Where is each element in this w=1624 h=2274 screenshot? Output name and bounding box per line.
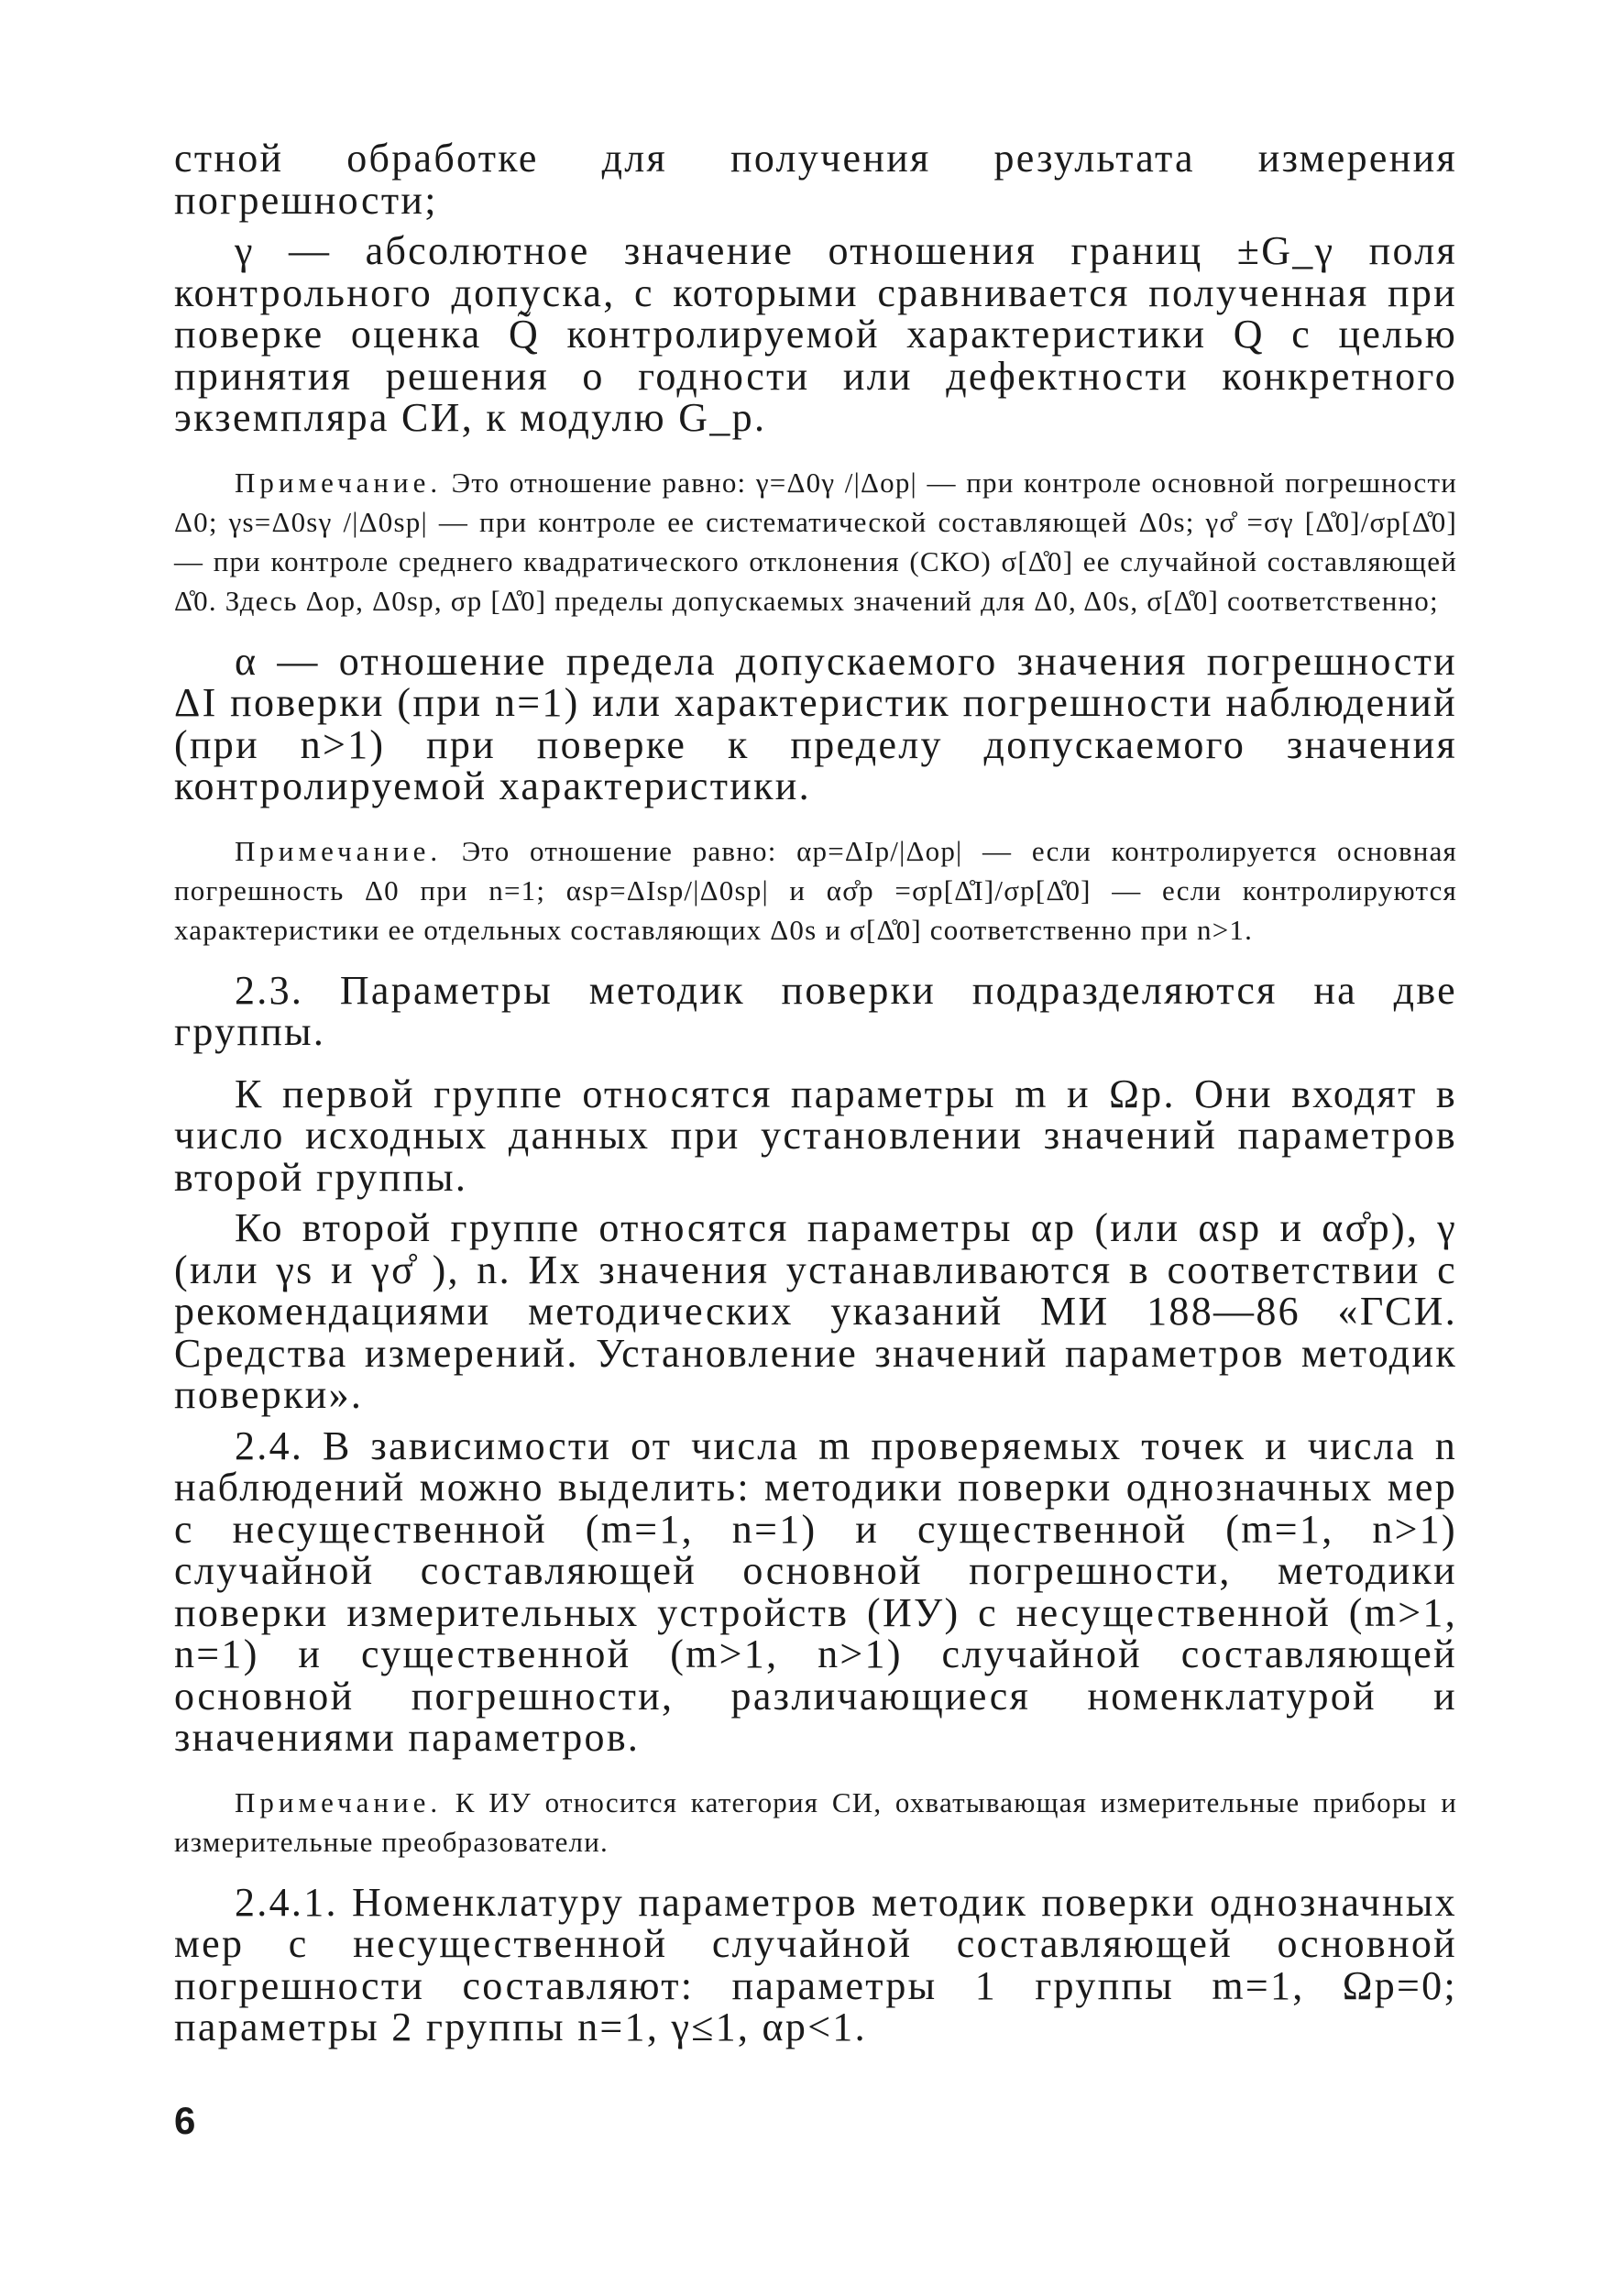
- paragraph-first-group: К первой группе относятся параметры m и Ωр. Они входят в число исходных данных при установлении значений параметров второй группы.: [174, 1071, 1457, 1200]
- paragraph-gamma-definition: γ — абсолютное значение отношения границ ±G_γ поля контрольного допуска, с которыми сравнивается полученная при поверке оценка Q̃ контролируемой характеристики Q с целью принятия решения о годности или дефектности конкретного экземпляра СИ, к модулю G_р.: [174, 228, 1457, 440]
- note-text: К ИУ относится категория СИ, охватывающая измерительные приборы и измерительные преобразователи.: [174, 1785, 1457, 1858]
- page-number: 6: [174, 2099, 196, 2142]
- paragraph-alpha-definition: α — отношение предела допускаемого значения погрешности ΔI поверки (при n=1) или характеристик погрешности наблюдений (при n>1) при поверке к пределу допускаемого значения контролируемой характеристики.: [174, 638, 1457, 808]
- note-text: Это отношение равно: αр=ΔIр/|Δор| — если контролируется основная погрешность Δ0 при n=1; αsр=ΔIsр/|Δ0sр| и ασ̊р =σр[Δ̊I]/σр[Δ̊0] — если контролируются характеристики ее отдельных составляющих Δ0s и σ[Δ̊0] соответственно при n>1.: [174, 834, 1457, 946]
- note-label: Примечание.: [235, 1785, 443, 1818]
- page-body: [174, 137, 1457, 2049]
- note-label: Примечание.: [235, 466, 443, 499]
- paragraph-2-3: 2.3. Параметры методик поверки подразделяются на две группы.: [174, 967, 1457, 1054]
- paragraph-2-4: 2.4. В зависимости от числа m проверяемых точек и числа n наблюдений можно выделить: методики поверки однозначных мер с несущественной (m=1, n=1) и существенной (m=1, n>1) случайной составляющей основной погрешности, методики поверки измерительных устройств (ИУ) с несущественной (m>1, n=1) и существенной (m>1, n>1) случайной составляющей основной погрешности, различающиеся номенклатурой и значениями параметров.: [174, 1423, 1457, 1760]
- note-label: Примечание.: [235, 834, 443, 867]
- note-iu-category: [174, 1783, 1457, 1862]
- note-gamma-ratio: [174, 463, 1457, 621]
- note-alpha-ratio: [174, 831, 1457, 950]
- note-text: Это отношение равно: γ=Δ0γ /|Δор| — при контроле основной погрешности Δ0; γs=Δ0sγ /|Δ0sр| — при контроле ее систематической составляющей Δ0s; γσ̊ =σγ [Δ̊0]/σр[Δ̊0] — при контроле среднего квадратического отклонения (СКО) σ[Δ̊0] ее случайной составляющей Δ̊0. Здесь Δор, Δ0sр, σр [Δ̊0] пределы допускаемых значений для Δ0, Δ0s, σ[Δ̊0] соответственно;: [174, 466, 1457, 617]
- paragraph-2-4-1: 2.4.1. Номенклатуру параметров методик поверки однозначных мер с несущественной случайной составляющей основной погрешности составляют: параметры 1 группы m=1, Ωр=0; параметры 2 группы n=1, γ≤1, αр<1.: [174, 1879, 1457, 2049]
- paragraph-continuation: стной обработке для получения результата измерения погрешности;: [174, 136, 1457, 223]
- paragraph-second-group: Ко второй группе относятся параметры αр (или αsр и ασ̊р), γ (или γs и γσ̊ ), n. Их значения устанавливаются в соответствии с рекомендациями методических указаний МИ 188—86 «ГСИ. Средства измерений. Установление значений параметров методик поверки».: [174, 1205, 1457, 1417]
